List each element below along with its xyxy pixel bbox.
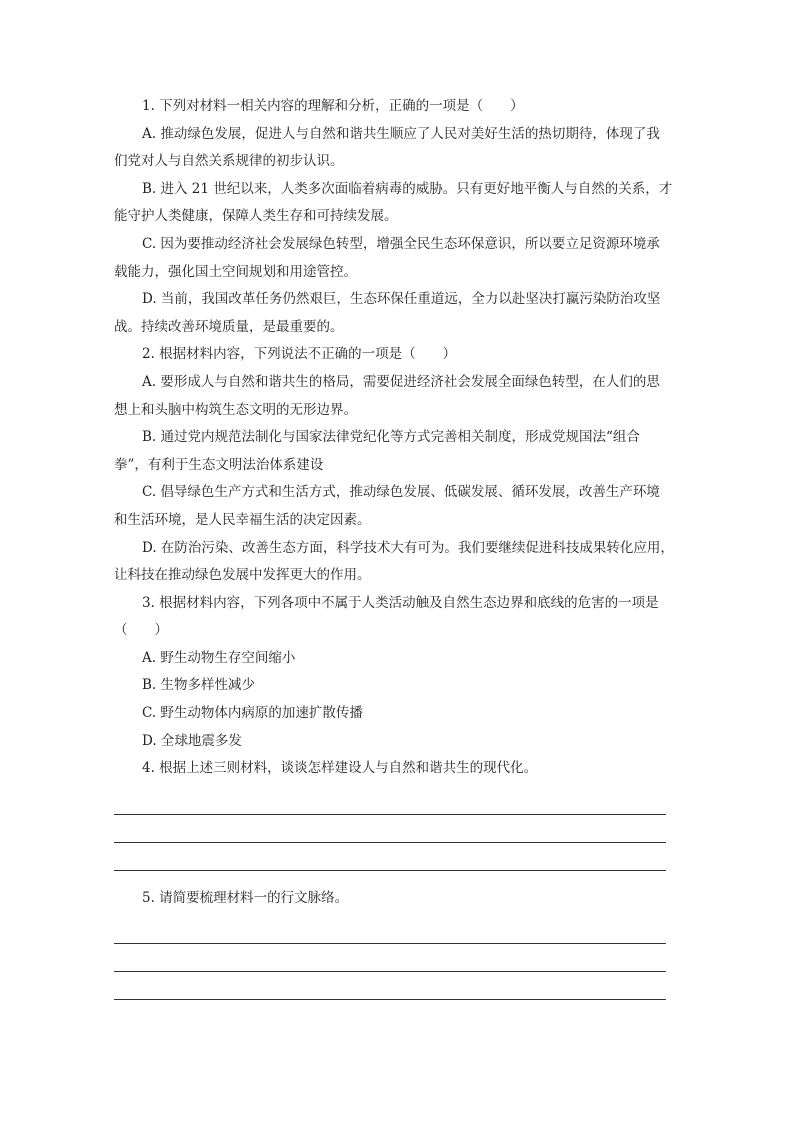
option-line: B. 通过党内规范法制化与国家法律党纪化等方式完善相关制度，形成党规国法“组合 bbox=[142, 429, 640, 446]
option-line: D. 全球地震多发 bbox=[142, 732, 242, 749]
option-line: C. 野生动物体内病原的加速扩散传播 bbox=[142, 705, 363, 722]
option-line: B. 进入 21 世纪以来，人类多次面临着病毒的威胁。只有更好地平衡人与自然的关系，才 bbox=[142, 180, 673, 197]
option-line: A. 要形成人与自然和谐共生的格局，需要促进经济社会发展全面绿色转型，在人们的思 bbox=[142, 373, 660, 390]
answer-line bbox=[114, 944, 666, 972]
open-question-stem: 5. 请简要梳理材料一的行文脉络。 bbox=[142, 889, 349, 906]
option-line: 让科技在推动绿色发展中发挥更大的作用。 bbox=[114, 567, 371, 584]
option-line: 们党对人与自然关系规律的初步认识。 bbox=[114, 153, 344, 170]
answer-line bbox=[114, 815, 666, 843]
option-line: D. 当前，我国改革任务仍然艰巨，生态环保任重道远，全力以赴坚决打赢污染防治攻坚 bbox=[142, 291, 661, 308]
question-stem-line: 2. 根据材料内容，下列说法不正确的一项是（ ） bbox=[142, 346, 457, 363]
answer-area[interactable] bbox=[114, 916, 680, 1000]
question-stem-line: 1. 下列对材料一相关内容的理解和分析，正确的一项是（ ） bbox=[142, 98, 524, 114]
answer-line bbox=[114, 787, 666, 815]
answer-line bbox=[114, 916, 666, 944]
option-line: A. 推动绿色发展，促进人与自然和谐共生顺应了人民对美好生活的热切期待，体现了我 bbox=[142, 125, 660, 142]
option-line: 能守护人类健康，保障人类生存和可持续发展。 bbox=[114, 208, 398, 225]
option-line: C. 因为要推动经济社会发展绿色转型，增强全民生态环保意识，所以要立足资源环境承 bbox=[142, 235, 660, 252]
option-line: 战。持续改善环境质量，是最重要的。 bbox=[114, 318, 344, 335]
answer-line bbox=[114, 972, 666, 1000]
option-line: C. 倡导绿色生产方式和生活方式，推动绿色发展、低碳发展、循环发展，改善生产环境 bbox=[142, 484, 660, 501]
option-line: B. 生物多样性减少 bbox=[142, 677, 256, 694]
option-line: D. 在防治污染、改善生态方面，科学技术大有可为。我们要继续促进科技成果转化应用， bbox=[142, 539, 674, 556]
option-line: 拳”，有利于生态文明法治体系建设 bbox=[114, 456, 324, 473]
open-question-stem: 4. 根据上述三则材料，谈谈怎样建设人与自然和谐共生的现代化。 bbox=[142, 760, 538, 777]
spacer bbox=[114, 1000, 680, 1014]
exam-content bbox=[114, 93, 680, 1014]
option-line: 载能力，强化国土空间规划和用途管控。 bbox=[114, 263, 357, 280]
question-stem-line: 3. 根据材料内容，下列各项中不属于人类活动触及自然生态边界和底线的危害的一项是 bbox=[142, 594, 659, 611]
question-stem-line: （ ） bbox=[114, 622, 168, 639]
spacer bbox=[114, 871, 680, 885]
option-line: A. 野生动物生存空间缩小 bbox=[142, 649, 296, 666]
option-line: 和生活环境，是人民幸福生活的决定因素。 bbox=[114, 511, 371, 528]
option-line: 想上和头脑中构筑生态文明的无形边界。 bbox=[114, 401, 357, 418]
answer-line bbox=[114, 843, 666, 871]
answer-area[interactable] bbox=[114, 787, 680, 871]
